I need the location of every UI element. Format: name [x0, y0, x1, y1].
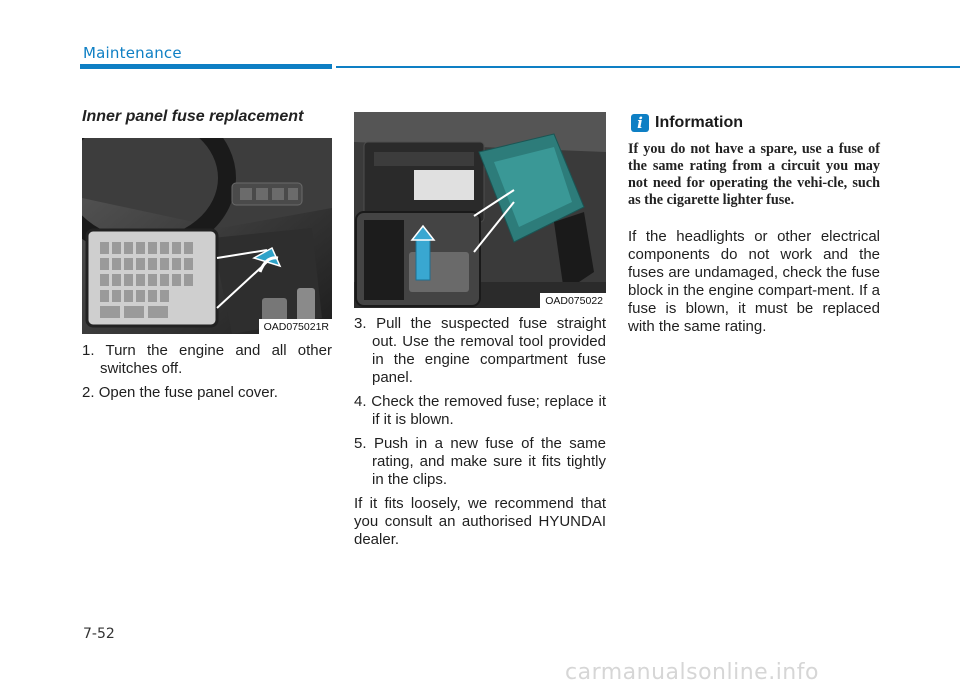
inner-fuse-panel-photo: [82, 138, 332, 334]
fuse-block-paragraph: If the headlights or other electrical components do not work and the fuses are undamaged, check the fuse block in the engine compart-ment. If a fuse is blown, it must be replaced with the same rating.: [628, 228, 880, 335]
header-rule-thin: [336, 66, 960, 68]
figure-code: OAD075021R: [259, 319, 332, 334]
section-title: Maintenance: [83, 44, 182, 62]
step-2: 2. Open the fuse panel cover.: [82, 384, 278, 401]
step-5: 5. Push in a new fuse of the same rating, and make sure it fits tightly in the clips.: [354, 435, 606, 488]
info-icon: i: [631, 114, 649, 132]
dealer-note: If it fits loosely, we recommend that you consult an authorised HYUNDAI dealer.: [354, 495, 606, 548]
step-4: 4. Check the removed fuse; replace it if it is blown.: [354, 393, 606, 428]
engine-compartment-illustration: [354, 112, 606, 308]
info-title: Information: [655, 114, 743, 131]
left-steps: [82, 342, 332, 408]
header-rule-thick: [80, 64, 332, 69]
right-body: [628, 228, 880, 336]
step-1: 1. Turn the engine and all other switches off.: [82, 342, 332, 377]
figure-code: OAD075022: [540, 293, 606, 308]
engine-fuse-box-photo: [354, 112, 606, 308]
section-heading: Inner panel fuse replacement: [82, 108, 304, 125]
watermark: carmanualsonline.info: [565, 660, 819, 685]
step-3: 3. Pull the suspected fuse straight out. Use the removal tool provided in the engine compartment fuse panel.: [354, 315, 606, 386]
info-text: If you do not have a spare, use a fuse of the same rating from a circuit you may not need for operating the vehi-cle, such as the cigarette lighter fuse.: [628, 141, 880, 208]
middle-steps: [354, 315, 606, 549]
page-number: 7-52: [83, 626, 115, 642]
dashboard-illustration: [82, 138, 332, 334]
